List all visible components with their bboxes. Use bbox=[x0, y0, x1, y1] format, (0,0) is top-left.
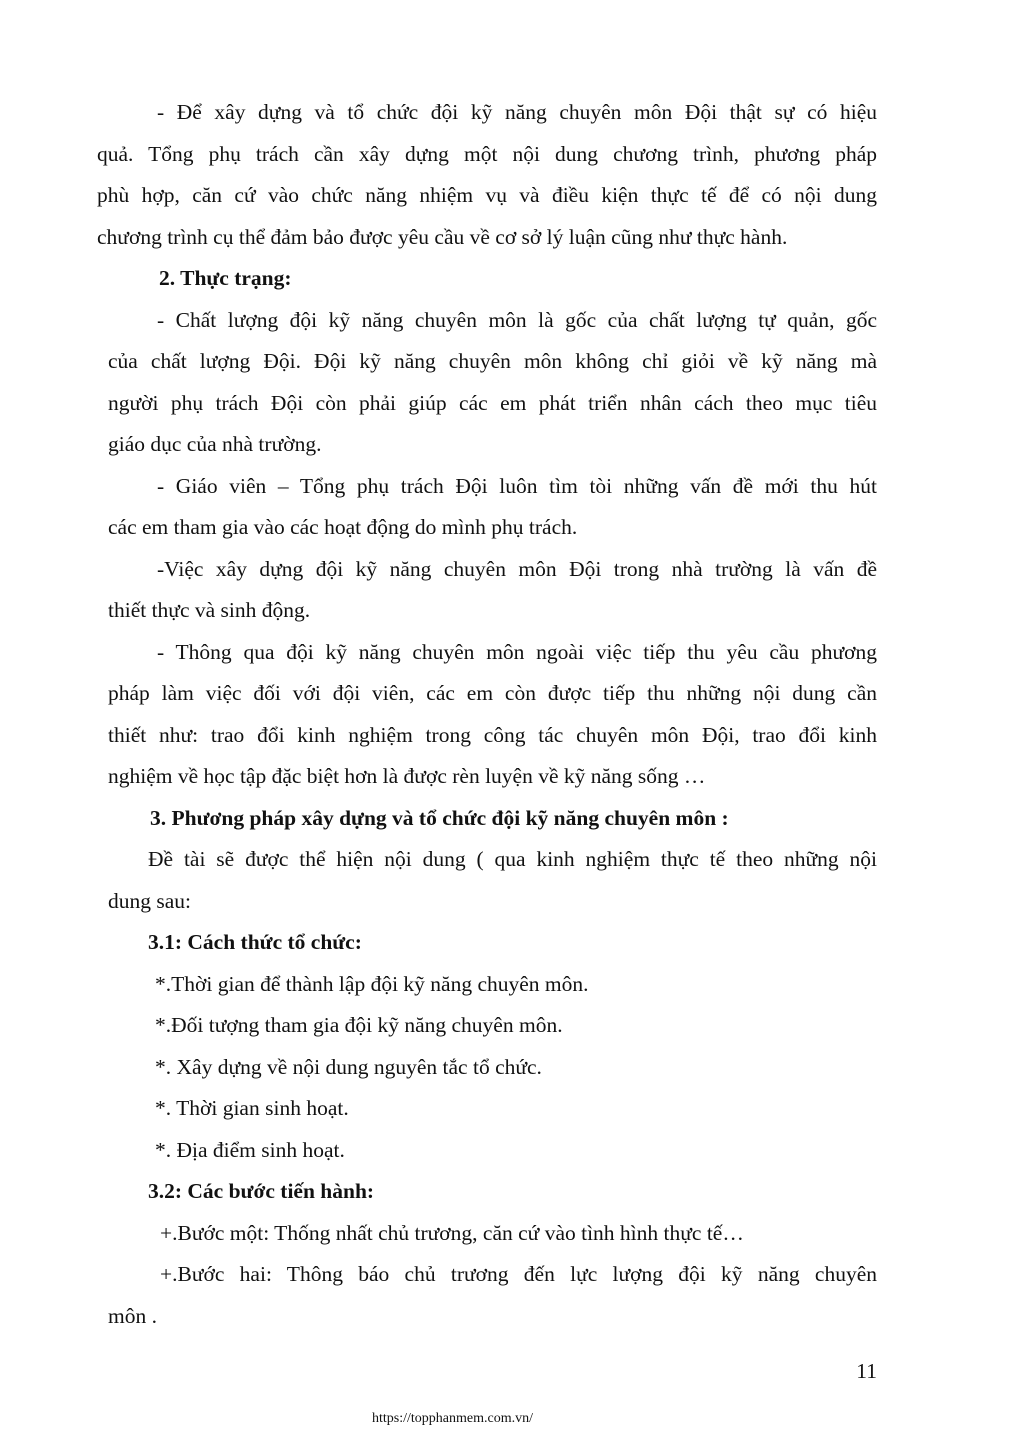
paragraph-6-line-2: dung sau: bbox=[108, 889, 192, 913]
paragraph-3-line-2: các em tham gia vào các hoạt động do mình phụ trách. bbox=[108, 515, 578, 539]
paragraph-2-line-2: của chất lượng Đội. Đội kỹ năng chuyên môn không chỉ giỏi về kỹ năng mà bbox=[108, 349, 877, 373]
paragraph-6-line-1: Đề tài sẽ được thể hiện nội dung ( qua kinh nghiệm thực tế theo những nội bbox=[148, 847, 877, 871]
heading-cach-thuc-to-chuc: 3.1: Cách thức tổ chức: bbox=[148, 930, 362, 954]
paragraph-1-line-2: quả. Tổng phụ trách cần xây dựng một nội dung chương trình, phương pháp bbox=[97, 142, 877, 166]
step-1: +.Bước một: Thống nhất chủ trương, căn cứ vào tình hình thực tế… bbox=[160, 1221, 744, 1245]
paragraph-1-line-1: - Để xây dựng và tổ chức đội kỹ năng chuyên môn Đội thật sự có hiệu bbox=[157, 100, 877, 124]
step-2-line-2: môn . bbox=[108, 1304, 157, 1328]
page-number: 11 bbox=[856, 1359, 877, 1383]
paragraph-2-line-4: giáo dục của nhà trường. bbox=[108, 432, 322, 456]
footer-url: https://topphanmem.com.vn/ bbox=[372, 1411, 533, 1426]
paragraph-2-line-3: người phụ trách Đội còn phải giúp các em phát triển nhân cách theo mục tiêu bbox=[108, 391, 877, 415]
paragraph-3-line-1: - Giáo viên – Tổng phụ trách Đội luôn tìm tòi những vấn đề mới thu hút bbox=[157, 474, 877, 498]
paragraph-2-line-1: - Chất lượng đội kỹ năng chuyên môn là gốc của chất lượng tự quản, gốc bbox=[157, 308, 877, 332]
list-item: *.Thời gian để thành lập đội kỹ năng chuyên môn. bbox=[155, 972, 589, 996]
step-2-line-1: +.Bước hai: Thông báo chủ trương đến lực lượng đội kỹ năng chuyên bbox=[160, 1262, 877, 1286]
paragraph-1-line-4: chương trình cụ thể đảm bảo được yêu cầu về cơ sở lý luận cũng như thực hành. bbox=[97, 225, 788, 249]
heading-phuong-phap: 3. Phương pháp xây dựng và tổ chức đội kỹ năng chuyên môn : bbox=[150, 806, 729, 830]
paragraph-5-line-1: - Thông qua đội kỹ năng chuyên môn ngoài việc tiếp thu yêu cầu phương bbox=[157, 640, 877, 664]
paragraph-1-line-3: phù hợp, căn cứ vào chức năng nhiệm vụ và điều kiện thực tế để có nội dung bbox=[97, 183, 877, 207]
paragraph-5-line-2: pháp làm việc đối với đội viên, các em còn được tiếp thu những nội dung cần bbox=[108, 681, 877, 705]
list-item: *. Địa điểm sinh hoạt. bbox=[155, 1138, 345, 1162]
list-item: *. Thời gian sinh hoạt. bbox=[155, 1096, 349, 1120]
paragraph-5-line-3: thiết như: trao đổi kinh nghiệm trong công tác chuyên môn Đội, trao đổi kinh bbox=[108, 723, 877, 747]
heading-thuc-trang: 2. Thực trạng: bbox=[159, 266, 292, 290]
paragraph-4-line-2: thiết thực và sinh động. bbox=[108, 598, 311, 622]
list-item: *. Xây dựng về nội dung nguyên tắc tổ chức. bbox=[155, 1055, 542, 1079]
list-item: *.Đối tượng tham gia đội kỹ năng chuyên môn. bbox=[155, 1013, 563, 1037]
heading-cac-buoc-tien-hanh: 3.2: Các bước tiến hành: bbox=[148, 1179, 375, 1203]
paragraph-4-line-1: -Việc xây dựng đội kỹ năng chuyên môn Đội trong nhà trường là vấn đề bbox=[157, 557, 877, 581]
paragraph-5-line-4: nghiệm về học tập đặc biệt hơn là được rèn luyện về kỹ năng sống … bbox=[108, 764, 706, 788]
